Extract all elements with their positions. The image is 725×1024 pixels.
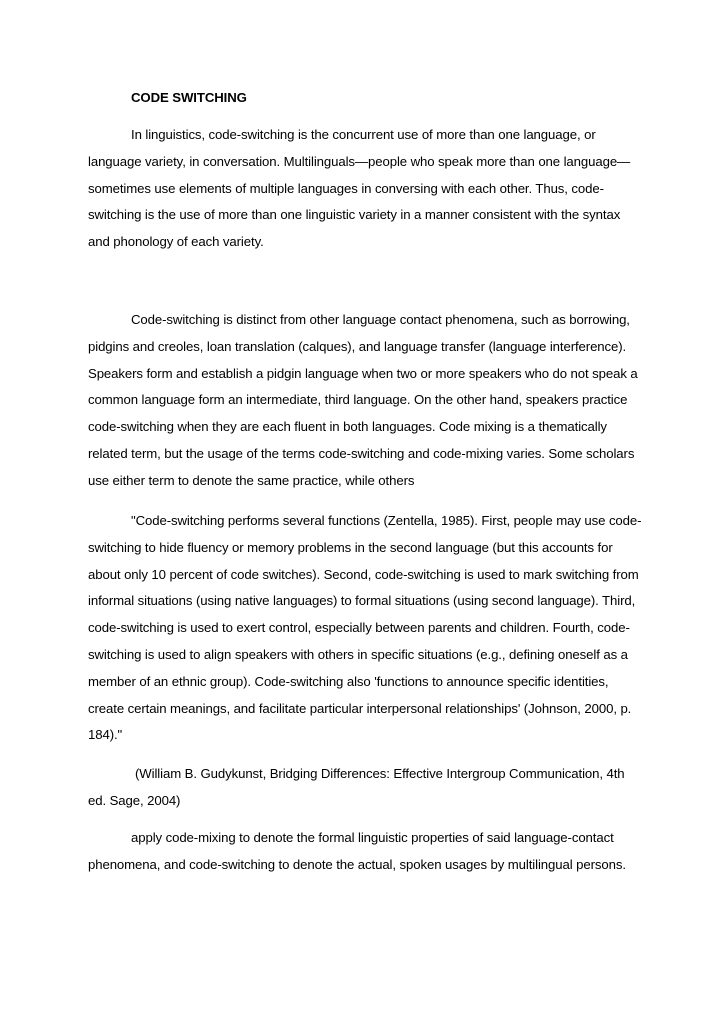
- paragraph-contact-phenomena: Code-switching is distinct from other language contact phenomena, such as borrowing, pidgins and creoles, loan translation (calques), and language transfer (language interference). Speakers form and establish a pidgin language when two or more speakers who do not speak a common language form an intermediate, third language. On the other hand, speakers practice code-switching when they are each fluent in both languages. Code mixing is a thematically related term, but the usage of the terms code-switching and code-mixing varies. Some scholars use either term to denote the same practice, while others: [88, 312, 638, 488]
- paragraph-citation: (William B. Gudykunst, Bridging Differences: Effective Intergroup Communication, 4th ed. Sage, 2004): [88, 766, 625, 808]
- document-title: CODE SWITCHING: [131, 90, 247, 105]
- paragraph-functions-quote: "Code-switching performs several functions (Zentella, 1985). First, people may use code-switching to hide fluency or memory problems in the second language (but this accounts for about only 10 percent of code switches). Second, code-switching is used to mark switching from informal situations (using native languages) to formal situations (using second language). Third, code-switching is used to exert control, especially between parents and children. Fourth, code-switching is used to align speakers with others in specific situations (e.g., defining oneself as a member of an ethnic group). Code-switching also 'functions to announce specific identities, create certain meanings, and facilitate particular interpersonal relationships' (Johnson, 2000, p. 184).": [88, 513, 642, 743]
- paragraph-code-mixing: apply code-mixing to denote the formal linguistic properties of said language-contact phenomena, and code-switching to denote the actual, spoken usages by multilingual persons.: [88, 830, 626, 872]
- paragraph-definition: In linguistics, code-switching is the concurrent use of more than one language, or language variety, in conversation. Multilinguals—people who speak more than one language—sometimes use elements of multiple languages in conversing with each other. Thus, code-switching is the use of more than one linguistic variety in a manner consistent with the syntax and phonology of each variety.: [88, 127, 631, 250]
